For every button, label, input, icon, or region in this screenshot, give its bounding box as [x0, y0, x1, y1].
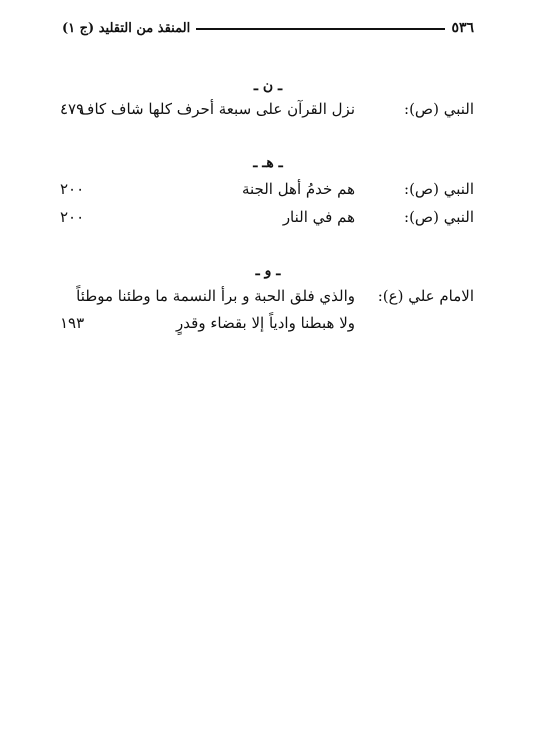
entry-speaker: النبي (ص): [404, 180, 474, 198]
entry-text: هم خدمُ أهل الجنة [241, 180, 355, 198]
section-letter-ha: ـ هـ ـ [253, 155, 283, 171]
entry-row [60, 180, 474, 206]
entry-row-continuation [60, 314, 474, 340]
section-letter-waw: ـ و ـ [255, 263, 281, 279]
entry-row [60, 287, 474, 313]
entry-page-number: ٤٧٩ [60, 100, 85, 118]
entry-row [60, 100, 474, 126]
header-rule [196, 28, 445, 30]
header-book-title: المنقذ من التقليد (ج ١) [62, 20, 191, 36]
running-header [62, 15, 474, 41]
entry-page-number: ٢٠٠ [60, 208, 85, 226]
header-page-number: ٥٣٦ [451, 20, 474, 36]
entry-row [60, 208, 474, 234]
entry-speaker: النبي (ص): [404, 100, 474, 118]
entry-speaker: النبي (ص): [404, 208, 474, 226]
entry-text-line-1: والذي فلق الحبة و برأ النسمة ما وطئنا موطئاً [76, 287, 355, 305]
entry-page-number: ٢٠٠ [60, 180, 85, 198]
entry-speaker: الامام علي (ع): [377, 287, 474, 305]
entry-text: نزل القرآن على سبعة أحرف كلها شاف كاف [78, 100, 355, 118]
section-letter-noon: ـ ن ـ [253, 78, 283, 94]
entry-page-number: ١٩٣ [60, 314, 85, 332]
entry-text: هم في النار [282, 208, 355, 226]
entry-text-line-2: ولا هبطنا وادياً إلا بقضاء وقدرٍ [176, 314, 355, 332]
